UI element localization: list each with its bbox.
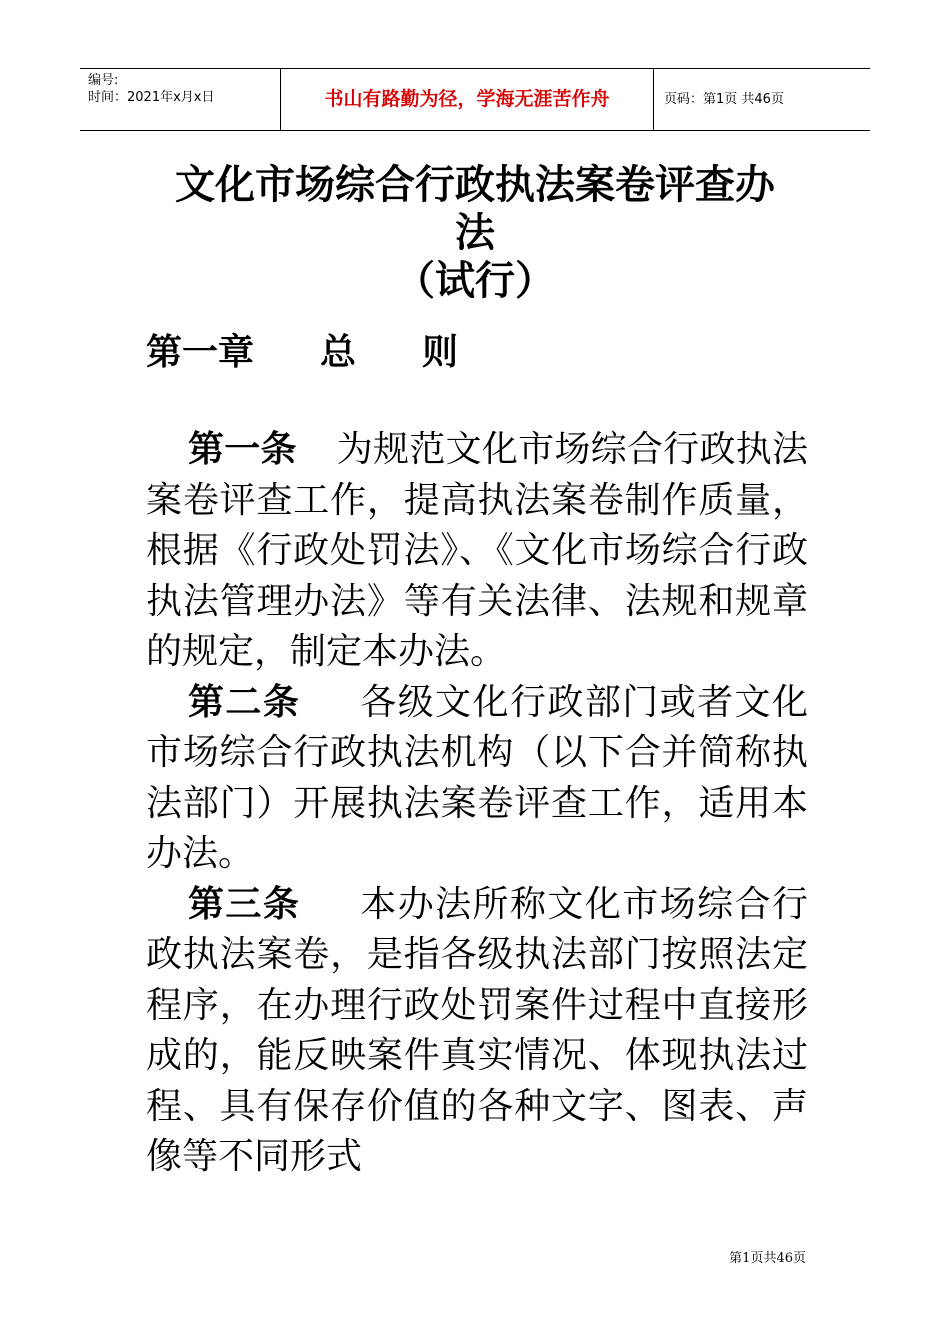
chapter-title-part-1: 总 xyxy=(320,332,357,373)
chapter-number: 第一章 xyxy=(146,332,255,373)
article-label: 第三条 xyxy=(188,883,301,925)
document-title-line-2: 法 xyxy=(455,210,495,256)
chapter-title-part-2: 则 xyxy=(422,332,459,373)
article-paragraph xyxy=(146,880,808,1183)
document-header xyxy=(80,68,870,131)
header-number: 编号: xyxy=(88,73,119,88)
header-meta xyxy=(80,69,281,130)
article-label: 第二条 xyxy=(188,681,301,723)
article-paragraph xyxy=(146,678,808,880)
article-label: 第一条 xyxy=(188,429,297,470)
article-paragraph xyxy=(146,425,808,678)
chapter-heading xyxy=(146,331,458,375)
article-text: 各级文化行政部门或者文化市场综合行政执法机构（以下合并简称执法部门）开展执法案卷评查工作，适用本办法。 xyxy=(146,681,808,874)
header-page-number: 页码：第1页 共46页 xyxy=(664,92,784,107)
document-body xyxy=(146,425,808,1183)
header-time: 时间：2021年x月x日 xyxy=(88,90,215,105)
article-text: 为规范文化市场综合行政执法案卷评查工作，提高执法案卷制作质量，根据《行政处罚法》、《文化市场综合行政执法管理办法》等有关法律、法规和规章的规定，制定本办法。 xyxy=(146,429,808,672)
article-text: 本办法所称文化市场综合行政执法案卷，是指各级执法部门按照法定程序，在办理行政处罚案件过程中直接形成的，能反映案件真实情况、体现执法过程、具有保存价值的各种文字、图表、声像等不同形式 xyxy=(146,883,808,1177)
document-title-line-1: 文化市场综合行政执法案卷评查办 xyxy=(175,162,775,208)
page-footer: 第1页共46页 xyxy=(729,1251,806,1266)
header-motto: 书山有路勤为径，学海无涯苦作舟 xyxy=(281,69,654,130)
document-title-line-3: （试行） xyxy=(395,258,555,304)
